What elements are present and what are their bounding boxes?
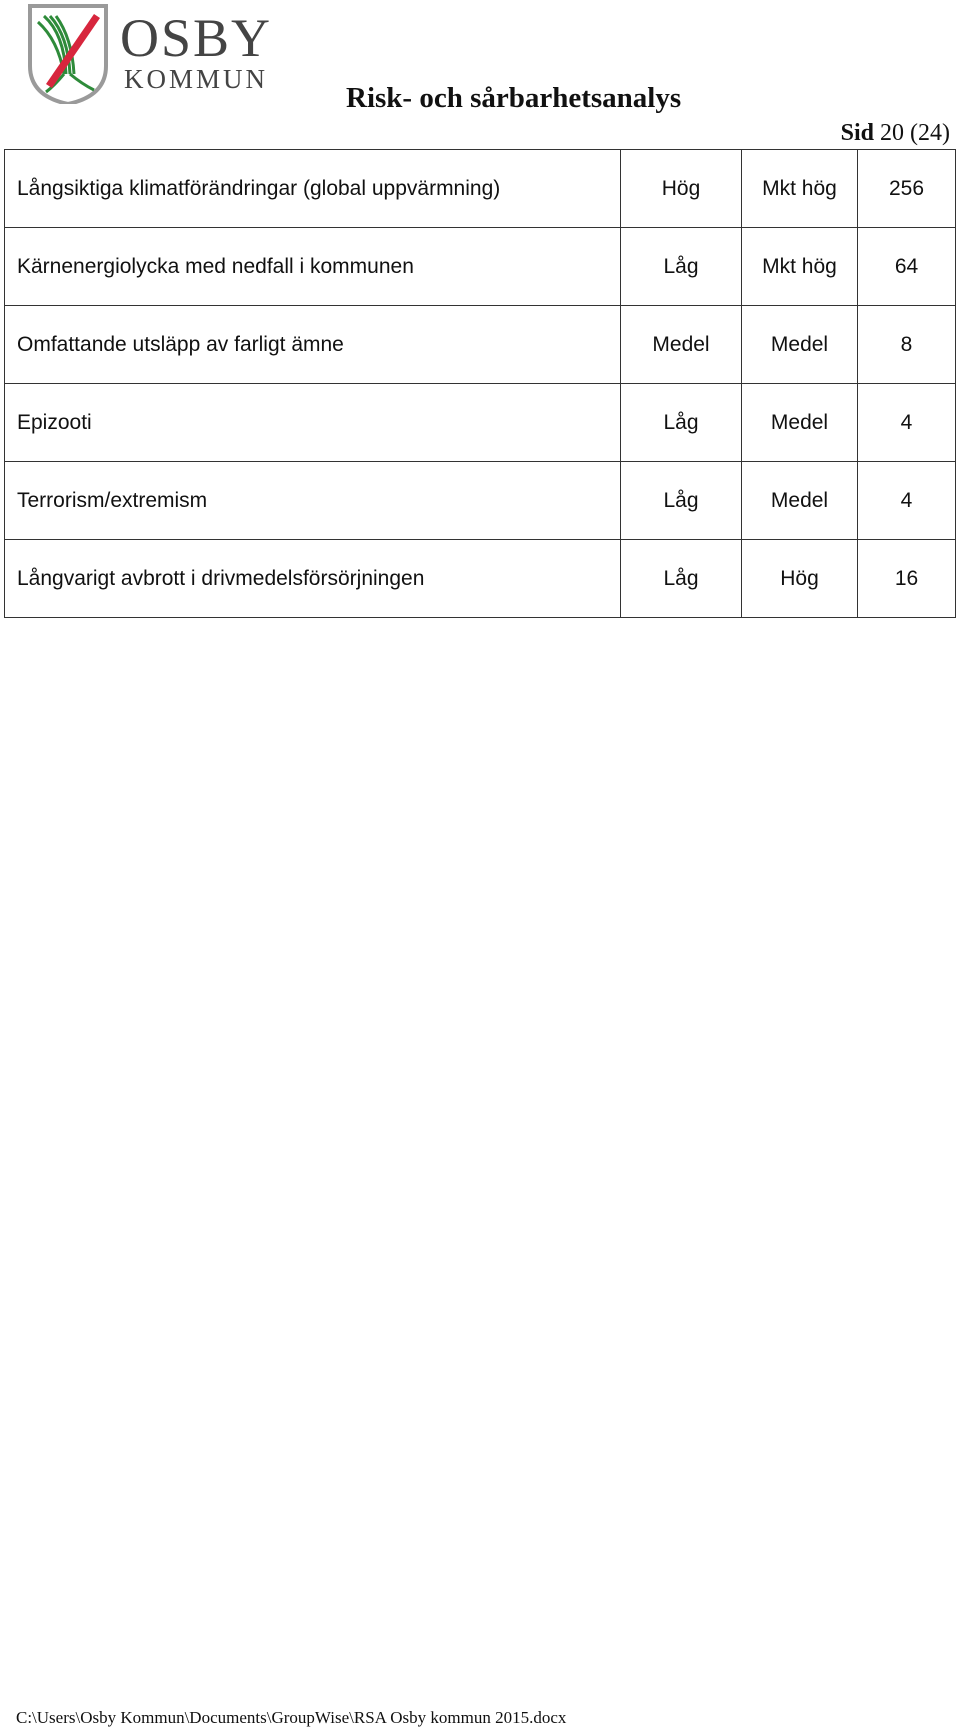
consequence-cell: Medel	[742, 462, 858, 540]
probability-cell: Låg	[621, 384, 742, 462]
consequence-cell: Medel	[742, 306, 858, 384]
probability-cell: Medel	[621, 306, 742, 384]
risk-value-cell: 256	[858, 150, 956, 228]
consequence-cell: Mkt hög	[742, 228, 858, 306]
page-label: Sid	[840, 120, 875, 146]
event-cell: Kärnenergiolycka med nedfall i kommunen	[5, 228, 621, 306]
probability-cell: Låg	[621, 228, 742, 306]
logo-subwordmark: KOMMUN	[124, 64, 269, 94]
risk-table	[4, 149, 956, 618]
page-number	[841, 120, 950, 147]
consequence-cell: Hög	[742, 540, 858, 618]
table-row	[5, 228, 956, 306]
risk-value-cell: 4	[858, 384, 956, 462]
table-row	[5, 384, 956, 462]
table-row	[5, 150, 956, 228]
osby-kommun-logo	[24, 4, 294, 104]
consequence-cell: Medel	[742, 384, 858, 462]
risk-value-cell: 8	[858, 306, 956, 384]
table-row	[5, 462, 956, 540]
event-cell: Långvarigt avbrott i drivmedelsförsörjningen	[5, 540, 621, 618]
risk-value-cell: 64	[858, 228, 956, 306]
document-title: Risk- och sårbarhetsanalys	[346, 82, 682, 114]
probability-cell: Låg	[621, 462, 742, 540]
probability-cell: Låg	[621, 540, 742, 618]
footer-file-path: C:\Users\Osby Kommun\Documents\GroupWise\RSA Osby kommun 2015.docx	[16, 1708, 567, 1727]
risk-value-cell: 4	[858, 462, 956, 540]
risk-value-cell: 16	[858, 540, 956, 618]
event-cell: Långsiktiga klimatförändringar (global uppvärmning)	[5, 150, 621, 228]
page-value: 20 (24)	[880, 120, 950, 146]
consequence-cell: Mkt hög	[742, 150, 858, 228]
event-cell: Terrorism/extremism	[5, 462, 621, 540]
table-row	[5, 306, 956, 384]
probability-cell: Hög	[621, 150, 742, 228]
event-cell: Epizooti	[5, 384, 621, 462]
logo-wordmark: OSBY	[120, 8, 273, 68]
event-cell: Omfattande utsläpp av farligt ämne	[5, 306, 621, 384]
table-row	[5, 540, 956, 618]
